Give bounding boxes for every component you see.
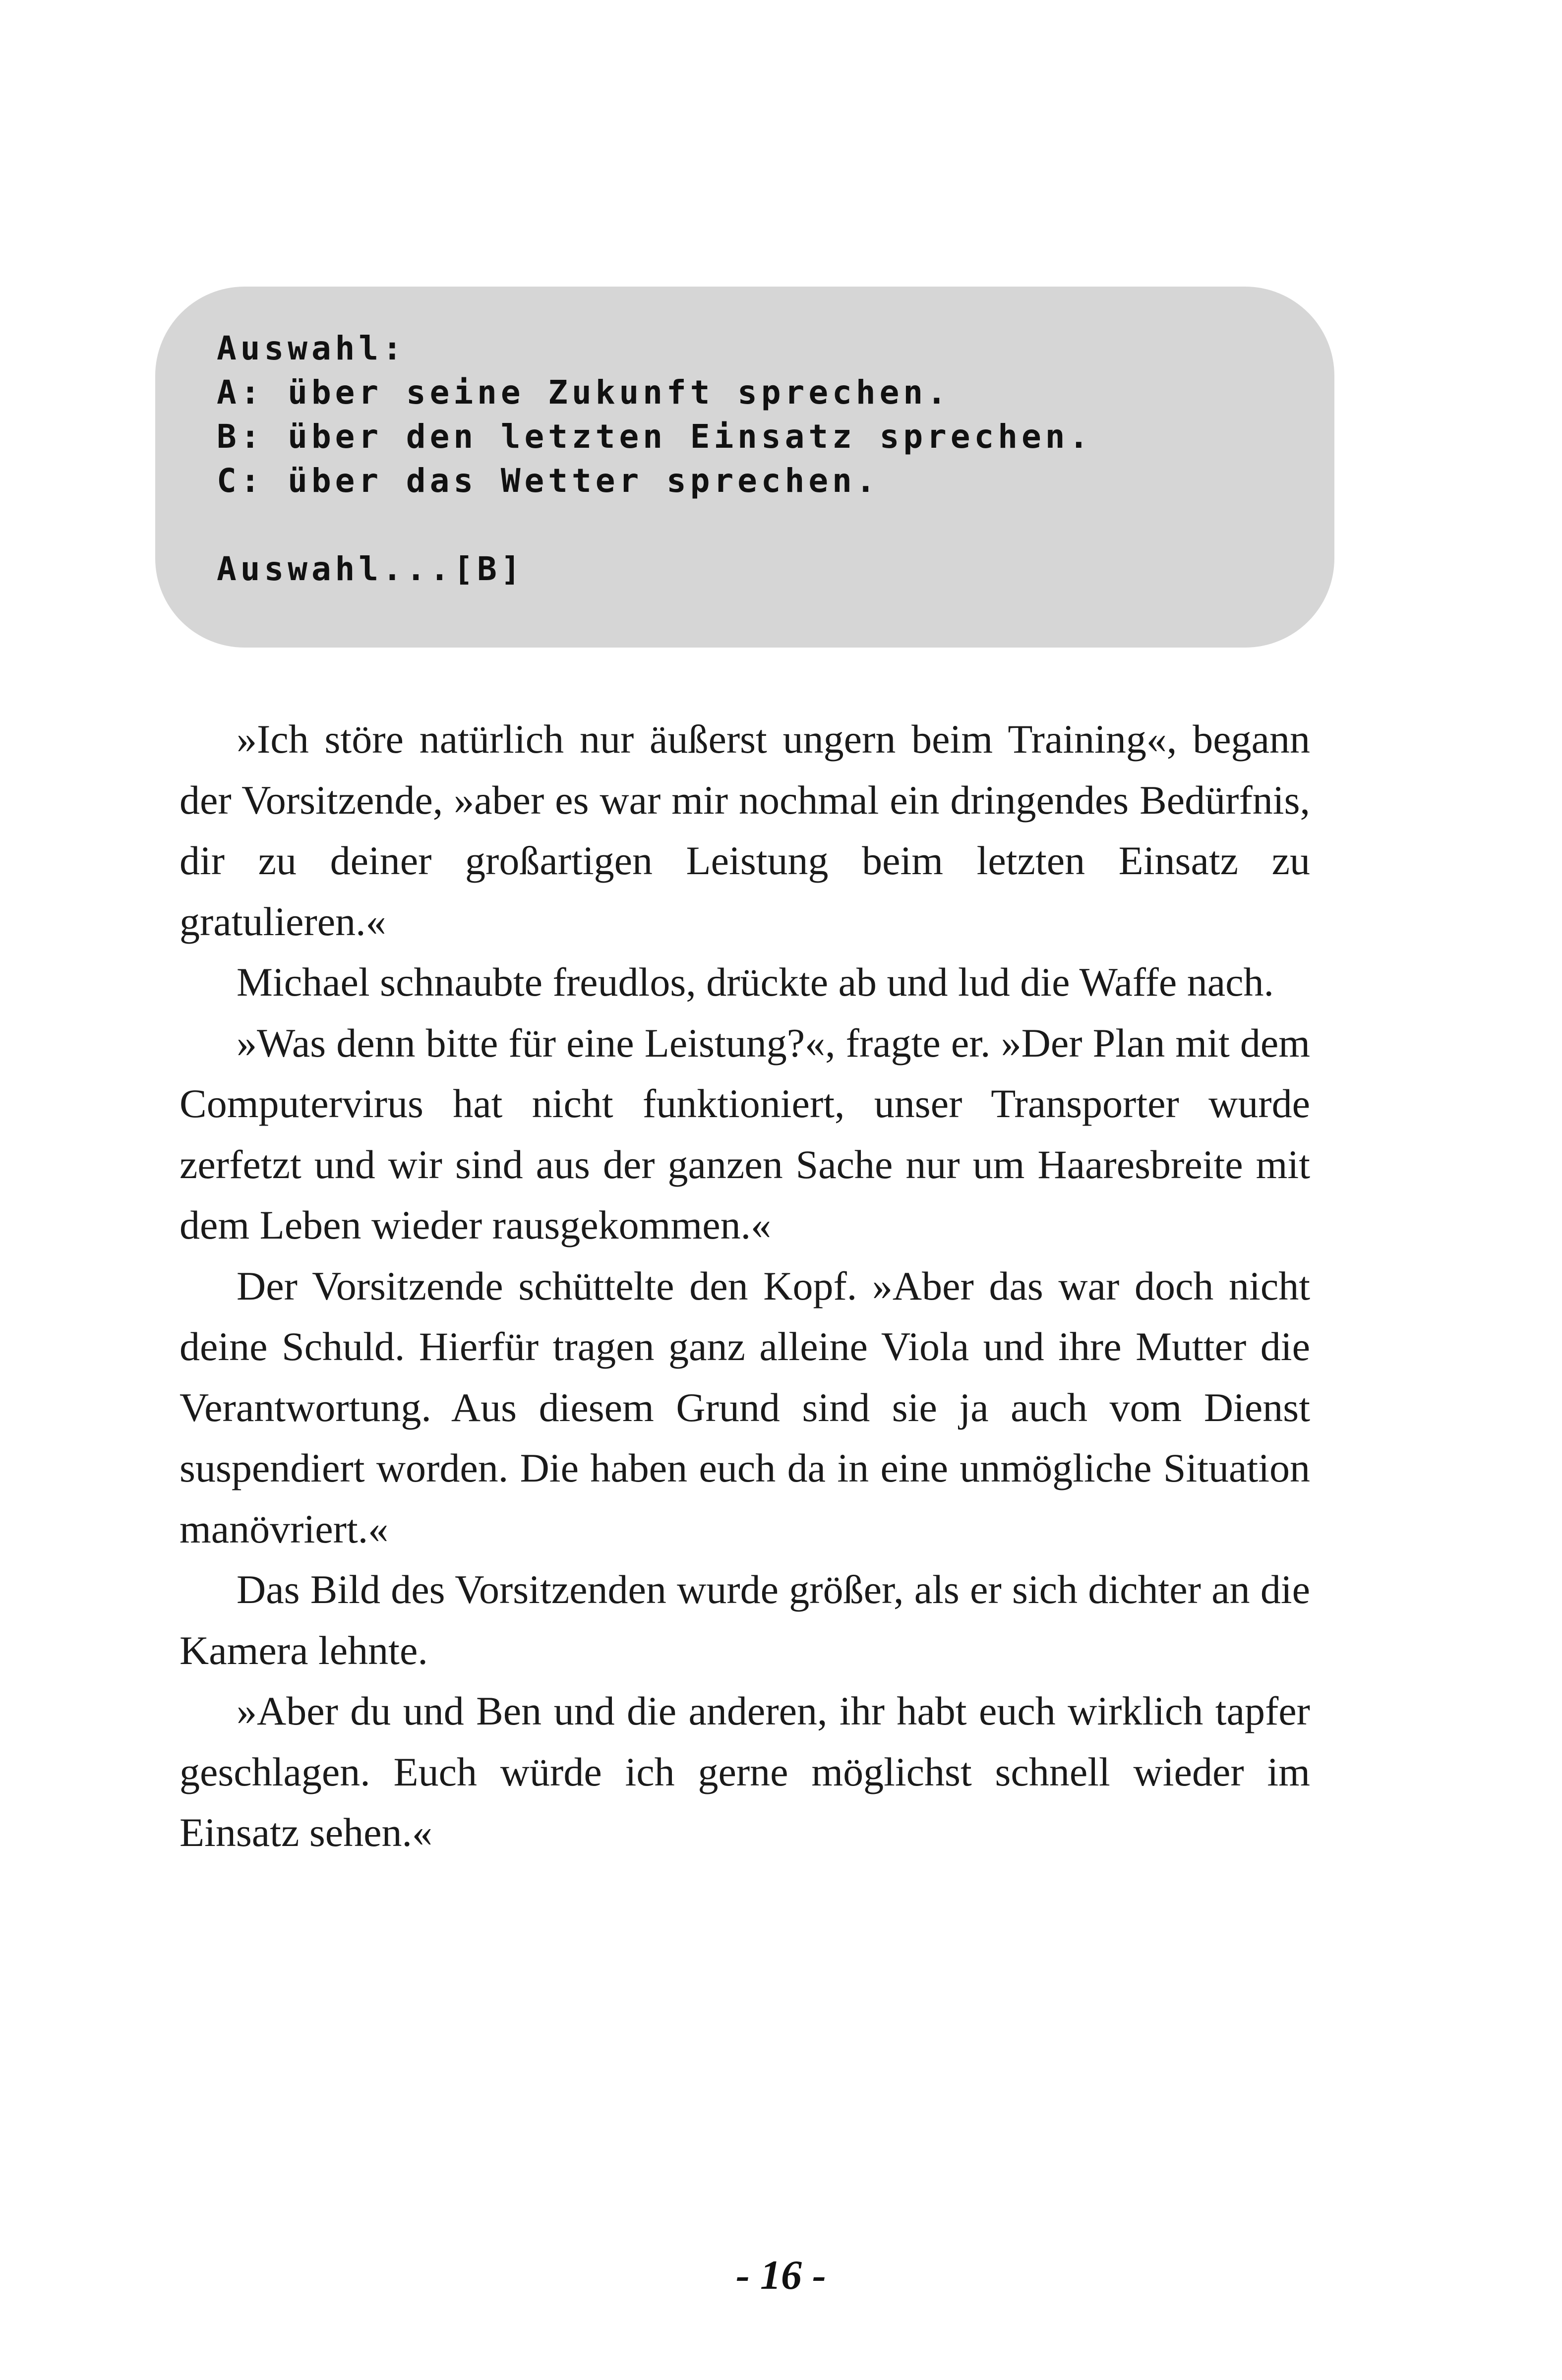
choice-option-c[interactable]: C: über das Wetter sprechen. (217, 462, 880, 500)
choice-option-b[interactable]: B: über den letzten Einsatz sprechen. (217, 417, 1093, 456)
choice-selection: Auswahl...[B] (217, 550, 525, 588)
page-number: - 16 - (736, 2252, 826, 2298)
choice-box (155, 287, 1334, 648)
paragraph: Michael schnaubte freudlos, drückte ab und lud die Waffe nach. (237, 959, 1274, 1005)
choice-spacer (217, 503, 1275, 547)
body-text (180, 709, 1310, 1863)
paragraph: Das Bild des Vorsitzenden wurde größer, als er sich dichter an die Kamera lehnte. (180, 1567, 1310, 1673)
paragraph: »Ich störe natürlich nur äußerst ungern beim Training«, begann der Vorsitzende, »aber es war mir nochmal ein dringendes Bedürfnis, dir zu deiner großartigen Leistung beim letzten Einsatz zu gratulieren.« (180, 716, 1310, 944)
paragraph: Der Vorsitzende schüttelte den Kopf. »Aber das war doch nicht deine Schuld. Hierfür tragen ganz alleine Viola und ihre Mutter die Verantwortung. Aus diesem Grund sind sie ja auch vom Dienst suspendiert worden. Die haben euch da in eine unmögliche Situation manövriert.« (180, 1263, 1310, 1551)
paragraph: »Was denn bitte für eine Leistung?«, fragte er. »Der Plan mit dem Computervirus hat nicht funktioniert, unser Transporter wurde zerfetzt und wir sind aus der ganzen Sache nur um Haaresbreite mit dem Leben wieder rausgekommen.« (180, 1020, 1310, 1248)
choice-heading: Auswahl: (217, 329, 406, 367)
choice-option-a[interactable]: A: über seine Zukunft sprechen. (217, 373, 951, 412)
paragraph: »Aber du und Ben und die anderen, ihr habt euch wirklich tapfer geschlagen. Euch würde ich gerne möglichst schnell wieder im Einsatz sehen.« (180, 1688, 1310, 1855)
